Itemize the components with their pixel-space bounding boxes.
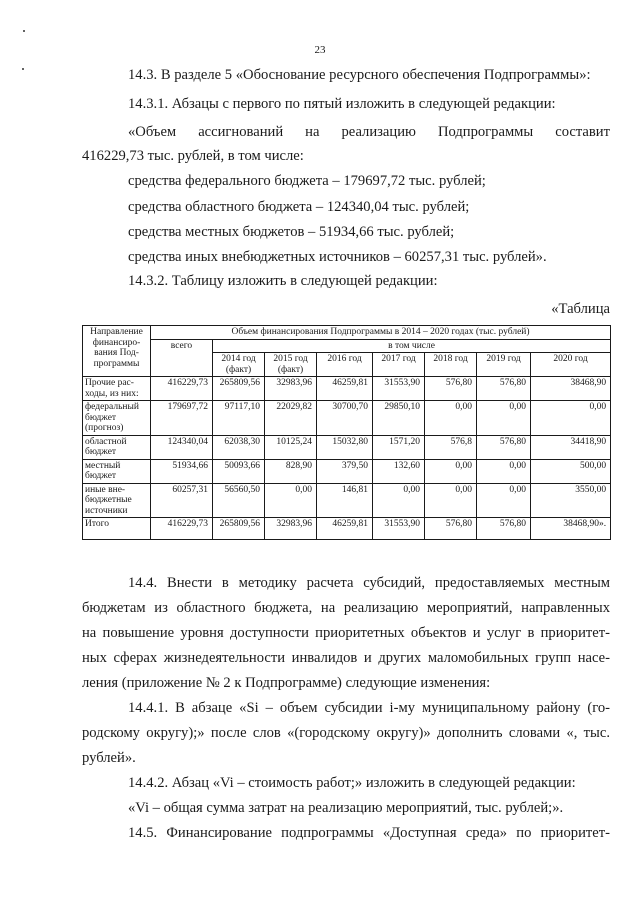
table-row	[83, 377, 611, 401]
paragraph-14-3: 14.3. В разделе 5 «Обоснование ресурсного обеспечения Подпрограммы»:	[128, 67, 591, 83]
row-label: иные вне-бюджетные источники	[83, 483, 151, 518]
paragraph-volume-line1: «Объем ассигнований на реализацию Подпрограммы составит	[128, 124, 610, 140]
cell-value: 132,60	[373, 459, 425, 483]
cell-value: 97117,10	[213, 401, 265, 436]
cell-value: 50093,66	[213, 459, 265, 483]
row-label: Прочие рас-ходы, из них:	[83, 377, 151, 401]
cell-value: 0,00	[531, 401, 611, 436]
header-total: всего	[151, 339, 213, 377]
paragraph-14-4-line4: ных сферах жизнедеятельности инвалидов и других маломобильных групп насе-	[82, 650, 610, 666]
cell-total: 60257,31	[151, 483, 213, 518]
cell-value: 576,8	[425, 435, 477, 459]
paragraph-14-4-line1: 14.4. Внести в методику расчета субсидий, предоставляемых местным	[128, 575, 610, 591]
cell-value: 32983,96	[265, 377, 317, 401]
paragraph-14-4-line5: ления (приложение № 2 к Подпрограмме) следующие изменения:	[82, 675, 491, 691]
cell-value: 0,00	[425, 483, 477, 518]
table-row	[83, 459, 611, 483]
paragraph-14-3-1: 14.3.1. Абзацы с первого по пятый изложить в следующей редакции:	[128, 96, 556, 112]
cell-total: 51934,66	[151, 459, 213, 483]
header-year-2020: 2020 год	[531, 353, 611, 377]
header-including: в том числе	[213, 339, 611, 353]
cell-value: 146,81	[317, 483, 373, 518]
paragraph-federal-budget: средства федерального бюджета – 179697,72 тыс. рублей;	[128, 173, 486, 189]
cell-value: 62038,30	[213, 435, 265, 459]
header-year-2016: 2016 год	[317, 353, 373, 377]
cell-total: 124340,04	[151, 435, 213, 459]
cell-total: 416229,73	[151, 518, 213, 540]
paragraph-offbudget-sources: средства иных внебюджетных источников – 60257,31 тыс. рублей».	[128, 249, 547, 265]
cell-value: 0,00	[477, 401, 531, 436]
cell-value: 29850,10	[373, 401, 425, 436]
header-year-2014: 2014 год (факт)	[213, 353, 265, 377]
cell-value: 31553,90	[373, 518, 425, 540]
cell-value: 0,00	[477, 459, 531, 483]
cell-value: 576,80	[477, 518, 531, 540]
cell-value: 0,00	[477, 483, 531, 518]
paragraph-14-3-2: 14.3.2. Таблицу изложить в следующей редакции:	[128, 273, 438, 289]
header-year-2019: 2019 год	[477, 353, 531, 377]
paragraph-local-budgets: средства местных бюджетов – 51934,66 тыс. рублей;	[128, 224, 455, 240]
cell-value: 576,80	[425, 518, 477, 540]
cell-value: 22029,82	[265, 401, 317, 436]
paragraph-14-5: 14.5. Финансирование подпрограммы «Доступная среда» по приоритет-	[128, 825, 610, 841]
cell-value: 10125,24	[265, 435, 317, 459]
row-label: местный бюджет	[83, 459, 151, 483]
scan-speck	[22, 68, 24, 70]
cell-value: 31553,90	[373, 377, 425, 401]
table-row	[83, 435, 611, 459]
cell-value: 500,00	[531, 459, 611, 483]
table-row	[83, 518, 611, 540]
cell-value: 265809,56	[213, 377, 265, 401]
cell-value: 56560,50	[213, 483, 265, 518]
paragraph-regional-budget: средства областного бюджета – 124340,04 тыс. рублей;	[128, 199, 470, 215]
cell-total: 179697,72	[151, 401, 213, 436]
paragraph-vi-definition: «Vi – общая сумма затрат на реализацию мероприятий, тыс. рублей;».	[128, 800, 564, 816]
cell-value: 46259,81	[317, 518, 373, 540]
paragraph-volume-line2: 416229,73 тыс. рублей, в том числе:	[82, 148, 304, 164]
table-row	[83, 483, 611, 518]
table-body	[83, 377, 611, 540]
cell-value: 576,80	[425, 377, 477, 401]
cell-value: 576,80	[477, 377, 531, 401]
row-label: областной бюджет	[83, 435, 151, 459]
header-direction: Направление финансиро-вания Под-программы	[83, 326, 151, 377]
cell-value: 38468,90	[531, 377, 611, 401]
cell-value: 3550,00	[531, 483, 611, 518]
cell-total: 416229,73	[151, 377, 213, 401]
header-group: Объем финансирования Подпрограммы в 2014 – 2020 годах (тыс. рублей)	[151, 326, 611, 340]
financing-table	[82, 325, 611, 540]
header-year-2017: 2017 год	[373, 353, 425, 377]
cell-value: 265809,56	[213, 518, 265, 540]
paragraph-14-4-2: 14.4.2. Абзац «Vi – стоимость работ;» изложить в следующей редакции:	[128, 775, 576, 791]
paragraph-14-4-1-line3: рублей».	[82, 750, 136, 766]
table-caption: «Таблица	[551, 301, 610, 317]
header-year-2015: 2015 год (факт)	[265, 353, 317, 377]
paragraph-14-4-1-line2: родскому округу);» после слов «(городскому округу)» дополнить словами «, тыс.	[82, 725, 610, 741]
header-year-2018: 2018 год	[425, 353, 477, 377]
cell-value: 34418,90	[531, 435, 611, 459]
table-row	[83, 401, 611, 436]
cell-value: 0,00	[265, 483, 317, 518]
cell-value: 30700,70	[317, 401, 373, 436]
cell-value: 379,50	[317, 459, 373, 483]
paragraph-14-4-line3: на повышение уровня доступности приоритетных объектов и услуг в приоритет-	[82, 625, 610, 641]
paragraph-14-4-line2: бюджетам из областного бюджета, на реализацию мероприятий, направленных	[82, 600, 610, 616]
page-number: 23	[314, 44, 326, 56]
row-label: федеральный бюджет (прогноз)	[83, 401, 151, 436]
paragraph-14-4-1-line1: 14.4.1. В абзаце «Si – объем субсидии i-му муниципальному району (го-	[128, 700, 610, 716]
cell-value: 0,00	[425, 401, 477, 436]
cell-value: 32983,96	[265, 518, 317, 540]
cell-value: 0,00	[425, 459, 477, 483]
scan-speck	[23, 30, 25, 32]
cell-value: 828,90	[265, 459, 317, 483]
cell-value: 576,80	[477, 435, 531, 459]
cell-value: 46259,81	[317, 377, 373, 401]
cell-value: 0,00	[373, 483, 425, 518]
cell-value: 15032,80	[317, 435, 373, 459]
cell-value: 38468,90».	[531, 518, 611, 540]
row-label: Итого	[83, 518, 151, 540]
cell-value: 1571,20	[373, 435, 425, 459]
